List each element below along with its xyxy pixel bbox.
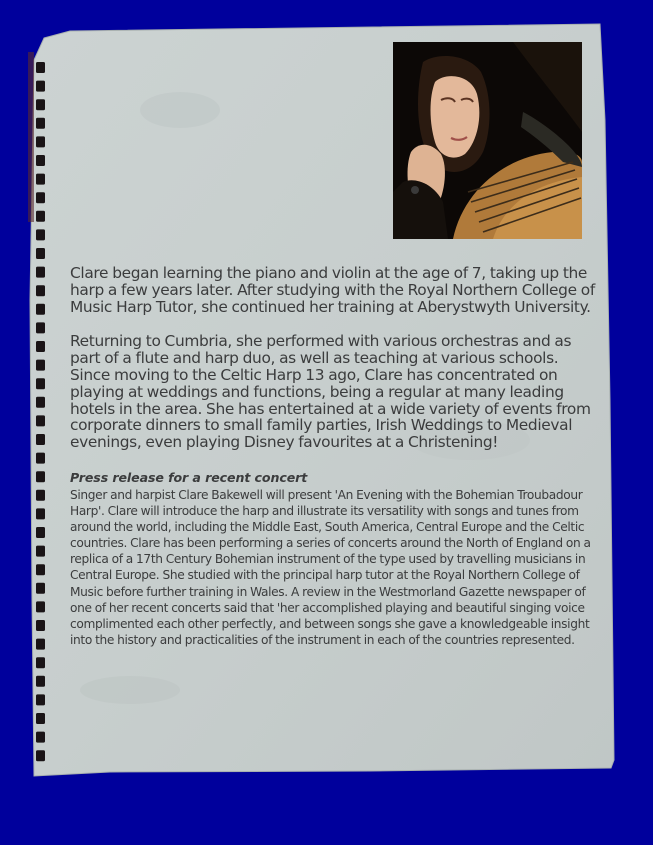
binding-hole	[36, 341, 45, 352]
press-release-heading: Press release for a recent concert	[70, 469, 308, 485]
binding-hole	[36, 601, 45, 612]
binding-hole	[36, 713, 45, 724]
binding-hole	[36, 732, 45, 743]
binding-hole	[36, 285, 45, 296]
binding-hole	[36, 248, 45, 259]
bio-paragraph-2: Returning to Cumbria, she performed with various orchestras and as part of a flute and harp duo, as well as teaching at various schools. Since moving to the Celtic Harp 13 ago, Clare has concentrated on playing at weddings and functions, being a regular at many leading hotels in the area. She has entertained at a wide variety of events from corporate dinners to small family parties, Irish Weddings to Medieval evenings, even playing Disney favourites at a Christening!	[70, 332, 591, 452]
binding-hole	[36, 192, 45, 203]
bio-paragraph-1: Clare began learning the piano and violin at the age of 7, taking up the harp a few years later. After studying with the Royal Northern College of Music Harp Tutor, she continued her training at Aberystwyth University.	[70, 264, 595, 316]
binding-hole	[36, 694, 45, 705]
binding-hole	[36, 657, 45, 668]
binding-hole	[36, 620, 45, 631]
binding-hole	[36, 471, 45, 482]
main-content	[70, 265, 596, 648]
portrait-photo	[393, 42, 582, 239]
binding-hole	[36, 136, 45, 147]
binding-hole	[36, 546, 45, 557]
binding-hole	[36, 676, 45, 687]
binding-hole	[36, 378, 45, 389]
binding-hole	[36, 267, 45, 278]
portrait-image	[393, 42, 582, 239]
binding-hole	[36, 750, 45, 761]
press-release-body: Singer and harpist Clare Bakewell will present 'An Evening with the Bohemian Troubadour Harp'. Clare will introduce the harp and illustrate its versatility with songs and tunes from around the world, including the Middle East, South America, Central Europe and the Celtic countries. Clare has been performing a series of concerts around the North of England on a replica of a 17th Century Bohemian instrument of the type used by travelling musicians in Central Europe. She studied with the principal harp tutor at the Royal Northern College of Music before further training in Wales. A review in the Westmorland Gazette newspaper of one of her recent concerts said that 'her accomplished playing and beautiful singing voice complimented each other perfectly, and between songs she gave a knowledgeable insight into the history and practicalities of the instrument in each of the countries represented.	[70, 487, 591, 647]
binding-edge	[28, 52, 34, 222]
binding-hole	[36, 490, 45, 501]
binding-hole	[36, 99, 45, 110]
binding-hole	[36, 415, 45, 426]
binding-hole	[36, 527, 45, 538]
binding-hole	[36, 174, 45, 185]
binding-hole	[36, 583, 45, 594]
binding-hole	[36, 322, 45, 333]
binding-hole	[36, 397, 45, 408]
binding-hole	[36, 434, 45, 445]
binding-hole	[36, 304, 45, 315]
binding-hole	[36, 360, 45, 371]
binding-hole	[36, 81, 45, 92]
binding-hole	[36, 229, 45, 240]
binding-hole	[36, 211, 45, 222]
binding-hole	[36, 639, 45, 650]
binding-hole	[36, 564, 45, 575]
binding-hole	[36, 508, 45, 519]
binding-hole	[36, 62, 45, 73]
binding-hole	[36, 453, 45, 464]
binding-hole	[36, 155, 45, 166]
binding-hole	[36, 118, 45, 129]
